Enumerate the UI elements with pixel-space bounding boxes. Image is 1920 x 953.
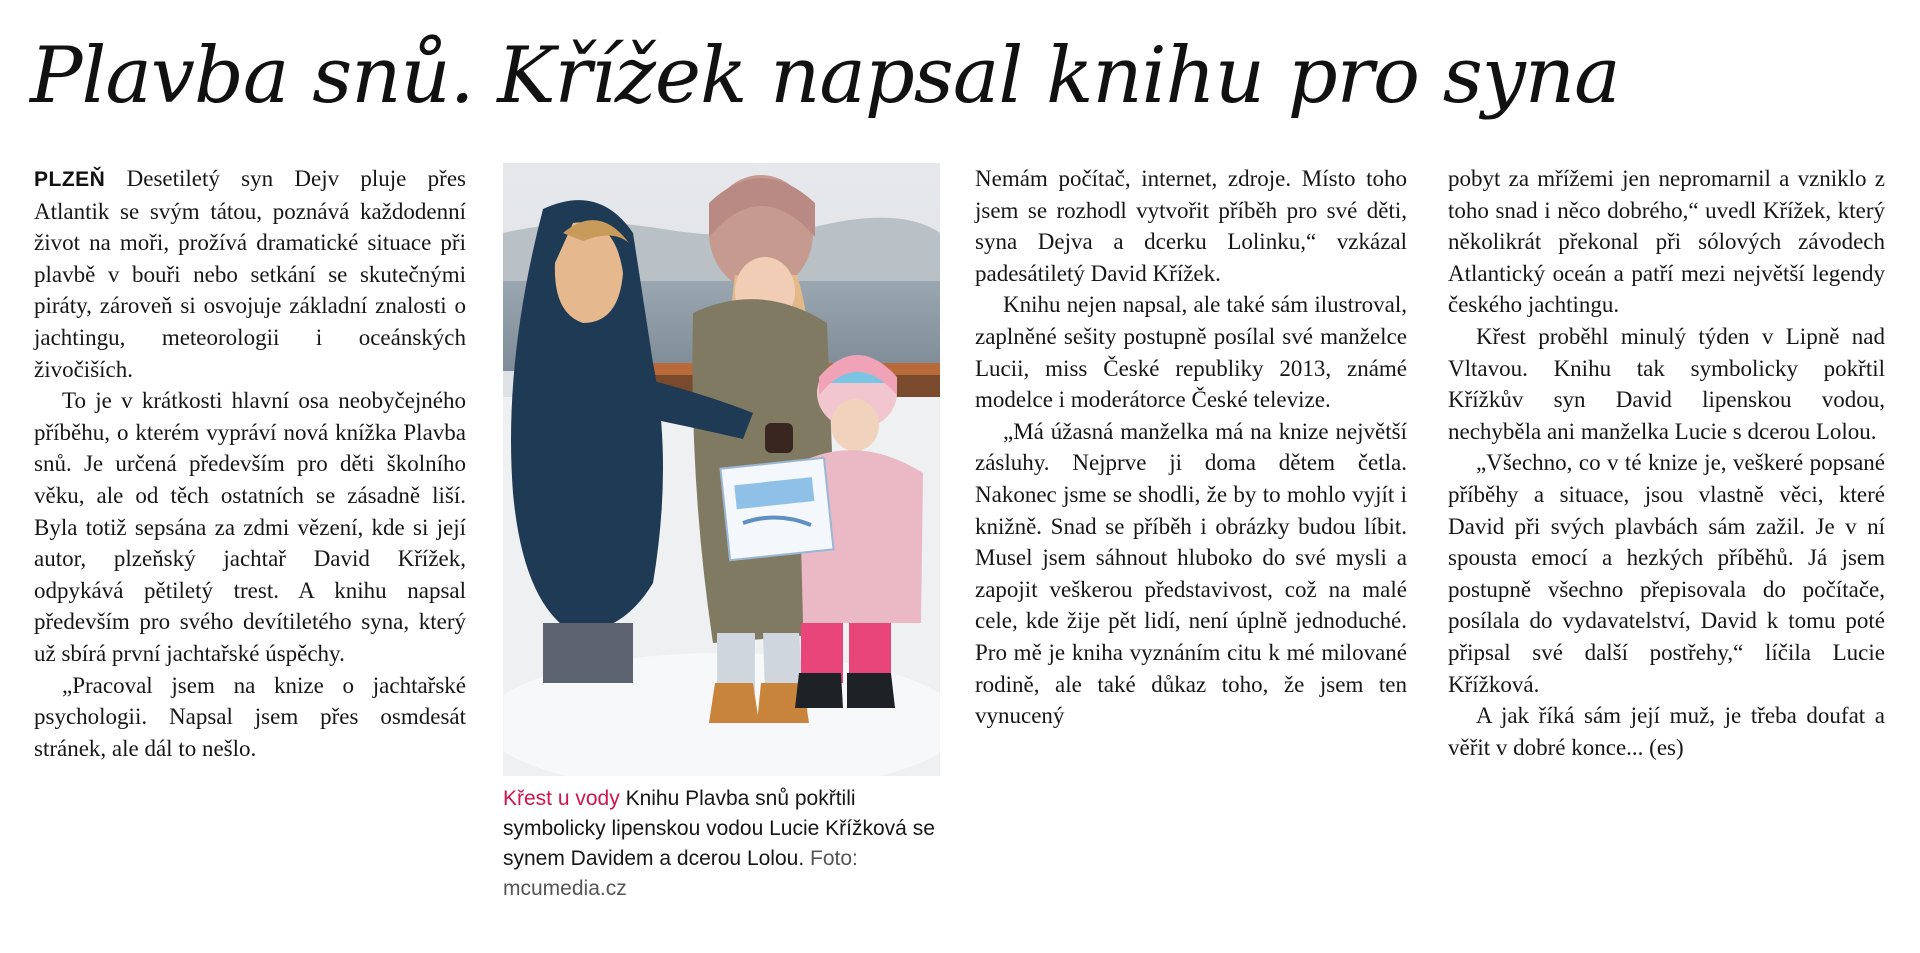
article-column-4 xyxy=(1448,163,1885,763)
paragraph: „Má úžasná manželka má na knize největší zásluhy. Nejprve ji doma dětem četla. Nakonec jsme se shodli, že by to mohlo vyjít i knižně. Snad se příběh i obrázky budou líbit. Musel jsem sáhnout hluboko do své mysli a zapojit veškerou představivost, což na malé cele, kde žije pět lidí, není úplně jednoduché. Pro mě je kniha vyznáním citu k mé milované rodině, ale také důkaz toho, že jsem ten vynucený xyxy=(975,418,1407,729)
paragraph-text: Desetiletý syn Dejv pluje přes Atlantik se svým tátou, poznává každodenní život na moři, prožívá dramatické situace při plavbě v bouři nebo setkání se skutečnými piráty, zároveň si osvojuje základní znalosti o jachtingu, meteorologii i oceánských živočiších. xyxy=(34,166,466,382)
article-column-3 xyxy=(975,163,1407,732)
paragraph: pobyt za mřížemi jen nepromarnil a vzniklo z toho snad i něco dobrého,“ uvedl Křížek, který několikrát překonal při sólových závodech Atlantický oceán a patří mezi největší legendy českého jachtingu. xyxy=(1448,166,1885,318)
article-column-1 xyxy=(34,163,466,764)
caption-lead: Křest u vody xyxy=(503,787,620,810)
photo-caption xyxy=(503,784,940,904)
paragraph xyxy=(34,163,466,385)
dateline: PLZEŇ xyxy=(34,168,106,191)
paragraph: „Pracoval jsem na knize o jachtařské psychologii. Napsal jsem přes osmdesát stránek, ale dál to nešlo. xyxy=(34,672,466,761)
paragraph: A jak říká sám její muž, je třeba doufat a věřit v dobré konce... (es) xyxy=(1448,703,1885,760)
paragraph: Knihu nejen napsal, ale také sám ilustroval, zaplněné sešity postupně posílal své manželce Lucii, miss České republiky 2013, známé modelce i moderátorce České televize. xyxy=(975,292,1407,413)
photo-credit: Foto: mcumedia.cz xyxy=(503,847,858,900)
photo-illustration xyxy=(503,163,940,776)
paragraph: To je v krátkosti hlavní osa neobyčejného příběhu, o kterém vypráví nová knížka Plavba snů. Je určená především pro děti školního věku, ale od těch ostatních se zásadně liší. Byla totiž sepsána za zdmi vězení, kde si její autor, plzeňský jachtař David Křížek, odpykává pětiletý trest. A knihu napsal především pro svého devítiletého syna, který už sbírá první jachtařské úspěchy. xyxy=(34,388,466,666)
paragraph: Křest proběhl minulý týden v Lipně nad Vltavou. Knihu tak symbolicky pokřtil Křížkův syn David lipenskou vodou, nechyběla ani manželka Lucie s dcerou Lolou. xyxy=(1448,323,1885,444)
headline: Plavba snů. Křížek napsal knihu pro syna xyxy=(30,31,1620,121)
caption-text: Knihu Plavba snů pokřtili symbolicky lipenskou vodou Lucie Křížková se synem Davidem a dcerou Lolou. xyxy=(503,787,935,870)
paragraph: Nemám počítač, internet, zdroje. Místo toho jsem se rozhodl vytvořit příběh pro své děti, syna Dejva a dcerku Lolinku,“ vzkázal padesátiletý David Křížek. xyxy=(975,166,1407,286)
paragraph: „Všechno, co v té knize je, veškeré popsané příběhy a situace, jsou vlastně věci, které David při svých plavbách sám zažil. Je v ní spousta emocí a hezkých příběhů. Já jsem postupně všechno přepisovala do počítače, posílala do vydavatelství, David k tomu poté připsal své další postřehy,“ líčila Lucie Křížková. xyxy=(1448,450,1885,697)
article-photo xyxy=(503,163,940,776)
